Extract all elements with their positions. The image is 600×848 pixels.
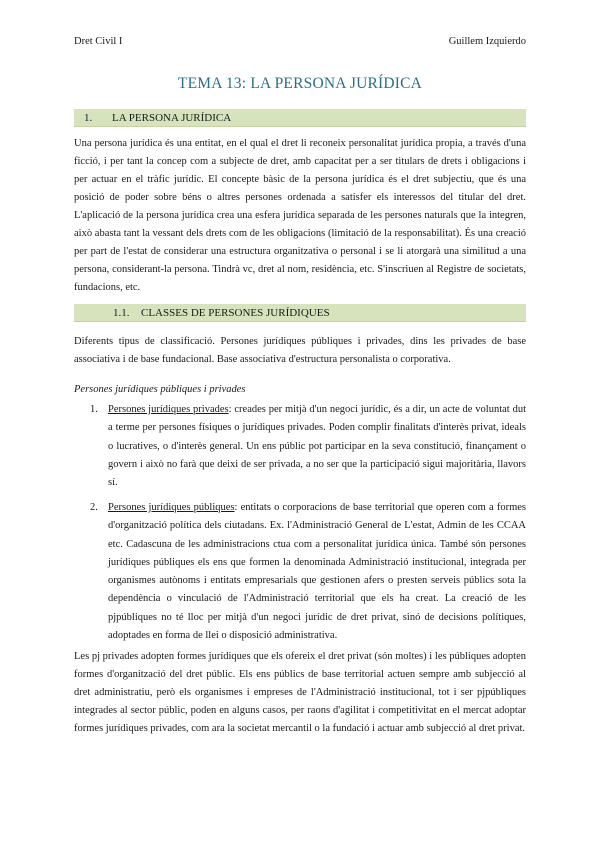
course-name: Dret Civil I — [74, 36, 123, 47]
section-number: 1. — [84, 111, 93, 124]
list-text: : creades per mitjà d'un negoci jurídic, és a dir, un acte de voluntat dut a terme per persones físiques o jurídiques privades. Poden complir finalitats d'interès privat, ideals o lucratives, o d'interès general. Un ens públic pot participar en la seva constitució, finançament o govern i això no farà que deixi de ser privada, a no ser que la participació sigui majoritària, llavors sí. — [108, 404, 526, 489]
closing-paragraph: Les pj privades adopten formes jurídiques que els ofereix el dret privat (són moltes) i les públiques adopten formes d'organització del dret públic. Els ens públics de base territorial actuen sempre amb subjecció al dret administratiu, però els organismes i empreses de l'Administració institucional, tot i ser pjpúbliques integrades al sector públic, poden en alguns casos, per raons d'agilitat i competitivitat en el mercat adoptar formes jurídiques privades, com ara la societat mercantil o la fundació i actuar amb subjecció al dret privat. — [74, 651, 526, 734]
section-heading-1 — [74, 109, 526, 127]
page-header — [74, 36, 526, 47]
list-marker: 1. — [90, 404, 98, 415]
list-text: : entitats o corporacions de base territorial que operen com a formes d'organització política dels ciutadans. Ex. l'Administració General de L'estat, Admin de les CCAA etc. Cadascuna de les administracions ctua com a personalitat jurídica única. També són persones jurídiques públiques els ens que formen la denominada Administració institucional, integrada per organismes autònoms i entitats empresarials que gestionen afers o presten serveis públics sota la dependència o vinculació de l'Administració territorial que els ha creat. La creació de les pjpúbliques no té lloc per mitjà d'un negoci jurídic de dret privat, sinó de decisions polítiques, adoptades en forma de llei o disposició administrativa. — [108, 502, 527, 642]
subsection-number: 1.1. — [113, 306, 130, 319]
page-title: TEMA 13: LA PERSONA JURÍDICA — [177, 75, 423, 92]
subheading-public-private: Persones jurídiques públiques i privades — [74, 384, 246, 395]
subsection-title: CLASSES DE PERSONES JURÍDIQUES — [141, 306, 330, 319]
list-item — [90, 499, 527, 645]
list-item — [90, 401, 526, 492]
list-marker: 2. — [90, 502, 98, 513]
section-1-body: Una persona jurídica és una entitat, en el qual el dret li reconeix personalitat jurídica propia, a través d'una ficció, i per tant la concep com a subjecte de dret, amb capacitat per a ser titulars de drets i obligacions i per actuar en el tràfic jurídic. El concepte bàsic de la persona jurídica és el dret subjectiu, que és una posició de poder sobre béns o altres persones ordenada a satisfer els interessos del titular del dret. L'aplicació de la persona jurídica crea una esfera jurídica separada de les persones naturals que la integren, això abasta tant la vessant dels drets com de les obligacions (limitació de la responsabilitat). És una creació per part de l'estat de considerar una estructura organitzativa o personal i se li atorgarà una similitud a una persona, considerant-la persona. Tindrà vc, dret al nom, residència, etc. S'inscriuen al Registre de societats, fundacions, etc. — [74, 138, 526, 293]
list-term: Persones jurídiques privades — [108, 404, 229, 415]
list-term: Persones jurídiques públiques — [108, 502, 235, 513]
section-title: LA PERSONA JURÍDICA — [112, 111, 232, 124]
section-heading-1-1 — [74, 304, 526, 322]
subsection-intro: Diferents tipus de classificació. Persones jurídiques públiques i privades, dins les privades de base associativa i de base fundacional. Base associativa d'estructura personalista o corporativa. — [74, 336, 526, 365]
author-name: Guillem Izquierdo — [448, 36, 526, 47]
